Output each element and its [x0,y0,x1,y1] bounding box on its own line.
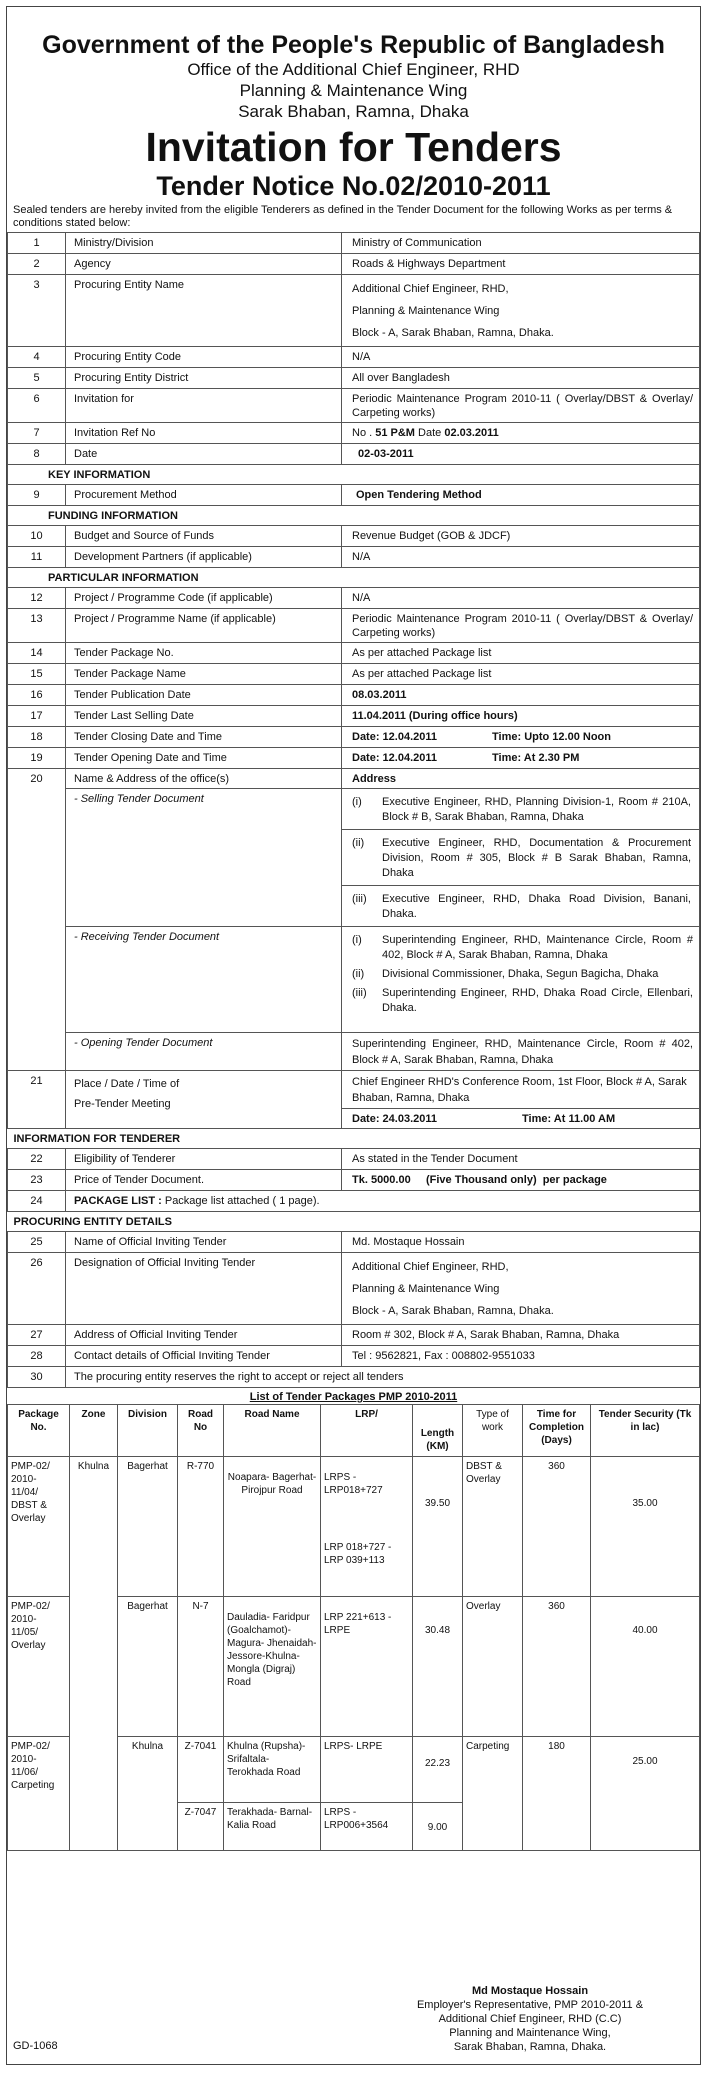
work-type: Overlay [463,1597,523,1737]
row-value: Revenue Budget (GOB & JDCF) [342,526,700,547]
row-label [66,1071,342,1129]
table-row [8,1033,700,1071]
intro-text: Sealed tenders are hereby invited from the eligible Tenderers as defined in the Tender Document for the following Works as per terms & conditions stated below: [13,204,673,229]
tender-notice-page [6,6,701,2065]
section-title-key: KEY INFORMATION [8,465,700,485]
item-number: (ii) [352,837,365,849]
row-number: 22 [8,1149,66,1170]
table-row [8,368,700,389]
list-item [352,984,693,1018]
row-value: As per attached Package list [342,643,700,664]
row-label: Invitation Ref No [66,423,342,444]
row-value: N/A [342,347,700,368]
table-row [8,485,700,506]
opening-office: Superintending Engineer, RHD, Maintenance Circle, Room # 402, Block # A, Sarak Bhaban, Ramna, Dhaka [342,1033,700,1071]
column-header: Length (KM) [413,1405,463,1457]
office-address: Sarak Bhaban, Ramna, Dhaka [238,102,469,121]
row-label: Procuring Entity District [66,368,342,389]
section-row [8,568,700,588]
row-value: N/A [342,547,700,568]
section-title-procuring: PROCURING ENTITY DETAILS [8,1212,700,1232]
table-row [8,423,700,444]
row-number: 1 [8,233,66,254]
row-label: Address of Official Inviting Tender [66,1325,342,1346]
row-value: The procuring entity reserves the right to accept or reject all tenders [66,1367,700,1388]
division: Bagerhat [118,1457,178,1597]
row-label: Project / Programme Code (if applicable) [66,588,342,609]
row-label: Designation of Official Inviting Tender [66,1253,342,1325]
table-row [8,347,700,368]
item-text: Superintending Engineer, RHD, Maintenance Circle, Room # 402, Block # A, Sarak Bhaban, Ramna, Dhaka [382,934,693,961]
row-number: 12 [8,588,66,609]
section-row [8,1129,700,1149]
row-number: 18 [8,727,66,748]
table-row [8,1071,700,1109]
signatory-line: Additional Chief Engineer, RHD (C.C) [438,2013,622,2025]
list-item [352,931,693,965]
row-number: 2 [8,254,66,275]
row-value: Periodic Maintenance Program 2010-11 ( Overlay/DBST & Overlay/ Carpeting works) [342,609,700,643]
row-value: N/A [342,588,700,609]
column-header: Tender Security (Tk in lac) [591,1405,700,1457]
ref-prefix: No . [352,427,376,439]
table-row [8,588,700,609]
value-line: Additional Chief Engineer, RHD, [352,283,509,295]
row-label: Eligibility of Tenderer [66,1149,342,1170]
section-title-tenderer: INFORMATION FOR TENDERER [8,1129,700,1149]
row-value: 11.04.2011 (During office hours) [342,706,700,727]
row-number: 19 [8,748,66,769]
row-value [342,748,700,769]
item-text: Superintending Engineer, RHD, Dhaka Road Circle, Ellenbari, Dhaka. [382,987,693,1014]
tender-security: 40.00 [591,1597,700,1737]
length: 30.48 [413,1597,463,1737]
row-label: Ministry/Division [66,233,342,254]
table-row [8,927,700,1033]
table-row [8,643,700,664]
column-header: Road Name [224,1405,321,1457]
row-label: Procurement Method [66,485,342,506]
row-label: Tender Closing Date and Time [66,727,342,748]
value-line: Planning & Maintenance Wing [352,1283,500,1295]
row-value: Open Tendering Method [342,485,700,506]
road-name: Noapara- Bagerhat- Pirojpur Road [224,1457,321,1597]
selling-offices [342,789,700,927]
office-name: Office of the Additional Chief Engineer, RHD [187,60,520,79]
row-label: Name & Address of the office(s) [66,769,342,789]
item-text: Divisional Commissioner, Dhaka, Segun Bagicha, Dhaka [382,968,659,980]
table-row [8,526,700,547]
lrp-line: LRP 018+727 -LRP 039+113 [324,1542,392,1566]
selling-label: - Selling Tender Document [66,789,342,927]
length: 22.23 [413,1737,463,1803]
row-number: 17 [8,706,66,727]
notice-number: Tender Notice No.02/2010-2011 [156,171,551,201]
row-number: 8 [8,444,66,465]
value-line: Block - A, Sarak Bhaban, Ramna, Dhaka. [352,327,554,339]
road-no: Z-7041 [178,1737,224,1803]
row-value [342,727,700,748]
row-value: Md. Mostaque Hossain [342,1232,700,1253]
table-row [8,769,700,789]
table-row [8,275,700,347]
table-row [8,664,700,685]
row-number: 7 [8,423,66,444]
table-row [8,609,700,643]
table-header-row [8,1405,700,1457]
table-row [8,1325,700,1346]
row-number: 30 [8,1367,66,1388]
government-title: Government of the People's Republic of Bangladesh [42,31,665,59]
row-number: 9 [8,485,66,506]
package-list-title: List of Tender Packages PMP 2010-2011 [249,1391,458,1403]
row-value: Room # 302, Block # A, Sarak Bhaban, Ramna, Dhaka [342,1325,700,1346]
meeting-place: Chief Engineer RHD's Conference Room, 1st Floor, Block # A, Sarak Bhaban, Ramna, Dhaka [342,1071,700,1109]
division: Khulna [118,1737,178,1851]
meeting-datetime [342,1109,700,1129]
tender-security: 25.00 [591,1737,700,1851]
package-list-table [7,1404,700,1851]
receiving-label: - Receiving Tender Document [66,927,342,1033]
row-value: Ministry of Communication [342,233,700,254]
table-row [8,1367,700,1388]
row-label: Invitation for [66,389,342,423]
row-value: Roads & Highways Department [342,254,700,275]
closing-time: Time: Upto 12.00 Noon [492,731,611,743]
row-value [342,1253,700,1325]
item-number: (iii) [352,893,367,905]
row-number: 13 [8,609,66,643]
item-text: Executive Engineer, RHD, Documentation & Procurement Division, Room # 305, Block # B Sarak Bhaban, Ramna, Dhaka [382,837,691,879]
section-title-funding: FUNDING INFORMATION [8,506,700,526]
receiving-offices [342,927,700,1033]
completion-time: 180 [523,1737,591,1851]
row-label: Name of Official Inviting Tender [66,1232,342,1253]
row-label: Project / Programme Name (if applicable) [66,609,342,643]
tender-info-table [7,232,700,1388]
row-value: As stated in the Tender Document [342,1149,700,1170]
label-line: Pre-Tender Meeting [74,1098,171,1110]
row-value: 02-03-2011 [342,444,700,465]
table-row [8,444,700,465]
row-number: 21 [8,1071,66,1129]
list-item [342,886,699,926]
row-number: 28 [8,1346,66,1367]
road-name: Dauladia- Faridpur (Goalchamot)- Magura- Jhenaidah- Jessore-Khulna- Mongla (Digraj) Road [224,1597,321,1737]
table-row [8,789,700,927]
row-label: Contact details of Official Inviting Tender [66,1346,342,1367]
opening-label: - Opening Tender Document [66,1033,342,1071]
row-label: Budget and Source of Funds [66,526,342,547]
work-type: Carpeting [463,1737,523,1851]
table-row [8,1457,700,1597]
value-line: Planning & Maintenance Wing [352,305,500,317]
road-name: Terakhada- Barnal-Kalia Road [224,1803,321,1851]
row-label: Procuring Entity Name [66,275,342,347]
row-number: 15 [8,664,66,685]
row-value: Periodic Maintenance Program 2010-11 ( Overlay/DBST & Overlay/ Carpeting works) [342,389,700,423]
row-number: 3 [8,275,66,347]
row-label: Price of Tender Document. [66,1170,342,1191]
row-label: Tender Opening Date and Time [66,748,342,769]
road-no: Z-7047 [178,1803,224,1851]
row-label: Procuring Entity Code [66,347,342,368]
document-title: Invitation for Tenders [145,124,562,170]
document-header [7,31,700,202]
value-line: Block - A, Sarak Bhaban, Ramna, Dhaka. [352,1305,554,1317]
row-value: As per attached Package list [342,664,700,685]
table-row [8,727,700,748]
length: 39.50 [413,1457,463,1597]
table-row [8,547,700,568]
row-number: 6 [8,389,66,423]
length: 9.00 [413,1803,463,1851]
row-number: 11 [8,547,66,568]
road-no: N-7 [178,1597,224,1737]
item-number: (i) [352,796,362,808]
lrp-line: LRPS - LRP018+727 [324,1472,383,1496]
column-header: Road No [178,1405,224,1457]
table-row [8,748,700,769]
row-number: 27 [8,1325,66,1346]
column-header: Package No. [8,1405,70,1457]
opening-date: Date: 12.04.2011 [352,752,438,764]
row-value [66,1191,700,1212]
division: Bagerhat [118,1597,178,1737]
table-row [8,706,700,727]
list-item [342,830,699,886]
item-number: (i) [352,934,362,946]
road-name: Khulna (Rupsha)- Srifaltala- Terokhada Road [224,1737,321,1803]
item-number: (iii) [352,987,367,999]
document-code: GD-1068 [13,2040,58,2052]
row-number: 20 [8,769,66,1071]
row-value [342,275,700,347]
road-no: R-770 [178,1457,224,1597]
row-label: Tender Package No. [66,643,342,664]
item-number: (ii) [352,968,365,980]
opening-time: Time: At 2.30 PM [492,752,580,764]
row-label: Date [66,444,342,465]
row-value: Tel : 9562821, Fax : 008802-9551033 [342,1346,700,1367]
meeting-date: Date: 24.03.2011 [352,1113,438,1125]
table-row [8,685,700,706]
signatory-line: Sarak Bhaban, Ramna, Dhaka. [453,2041,607,2053]
row-value: Tk. 5000.00 (Five Thousand only) per package [342,1170,700,1191]
wing-name: Planning & Maintenance Wing [239,81,468,100]
zone: Khulna [70,1457,118,1851]
lrp: LRP 221+613 - LRPE [321,1597,413,1737]
table-row [8,1149,700,1170]
label-line: Place / Date / Time of [74,1078,180,1090]
column-header: LRP/ [321,1405,413,1457]
table-row [8,1346,700,1367]
signatory-line: Planning and Maintenance Wing, [449,2027,611,2039]
row-number: 23 [8,1170,66,1191]
ref-date-label: Date [414,427,445,439]
row-value: Address [342,769,700,789]
signature-block [400,1984,660,2054]
row-value [342,423,700,444]
signatory-line: Employer's Representative, PMP 2010-2011 & [416,1999,644,2011]
lrp: LRPS - LRP006+3564 [321,1803,413,1851]
list-item [352,965,693,984]
item-text: Executive Engineer, RHD, Planning Division-1, Room # 210A, Block # B, Sarak Bhaban, Ramna, Dhaka [382,796,691,823]
table-row [8,1191,700,1212]
section-row [8,506,700,526]
row-number: 25 [8,1232,66,1253]
table-row [8,389,700,423]
row-number: 26 [8,1253,66,1325]
table-row [8,1170,700,1191]
package-no: PMP-02/ 2010- 11/05/ Overlay [8,1597,70,1737]
row-number: 14 [8,643,66,664]
meeting-time: Time: At 11.00 AM [522,1113,616,1125]
row-number: 4 [8,347,66,368]
lrp: LRPS- LRPE [321,1737,413,1803]
work-type: DBST & Overlay [463,1457,523,1597]
section-row [8,1212,700,1232]
closing-date: Date: 12.04.2011 [352,731,438,743]
ref-date: 02.03.2011 [444,427,499,439]
row-label: Tender Package Name [66,664,342,685]
row-number: 5 [8,368,66,389]
package-list-label: PACKAGE LIST : [74,1195,162,1207]
section-title-particular: PARTICULAR INFORMATION [8,568,700,588]
table-row [8,1232,700,1253]
table-row [8,254,700,275]
table-row [8,233,700,254]
column-header: Division [118,1405,178,1457]
row-number: 10 [8,526,66,547]
list-item [342,789,699,830]
row-label: Development Partners (if applicable) [66,547,342,568]
row-label: Tender Last Selling Date [66,706,342,727]
row-label: Agency [66,254,342,275]
row-number: 24 [8,1191,66,1212]
package-no: PMP-02/ 2010- 11/04/ DBST & Overlay [8,1457,70,1597]
row-value: All over Bangladesh [342,368,700,389]
section-row [8,465,700,485]
column-header: Time for Completion (Days) [523,1405,591,1457]
column-header: Type of work [463,1405,523,1457]
lrp [321,1457,413,1597]
tender-security: 35.00 [591,1457,700,1597]
completion-time: 360 [523,1597,591,1737]
row-number: 16 [8,685,66,706]
column-header: Zone [70,1405,118,1457]
table-row [8,1253,700,1325]
ref-number: 51 P&M [375,427,415,439]
row-label: Tender Publication Date [66,685,342,706]
completion-time: 360 [523,1457,591,1597]
package-no: PMP-02/ 2010- 11/06/ Carpeting [8,1737,70,1851]
item-text: Executive Engineer, RHD, Dhaka Road Division, Banani, Dhaka. [382,893,691,920]
row-value: 08.03.2011 [342,685,700,706]
value-line: Additional Chief Engineer, RHD, [352,1261,509,1273]
signatory-name: Md Mostaque Hossain [471,1985,589,1997]
package-list-text: Package list attached ( 1 page). [161,1195,320,1207]
